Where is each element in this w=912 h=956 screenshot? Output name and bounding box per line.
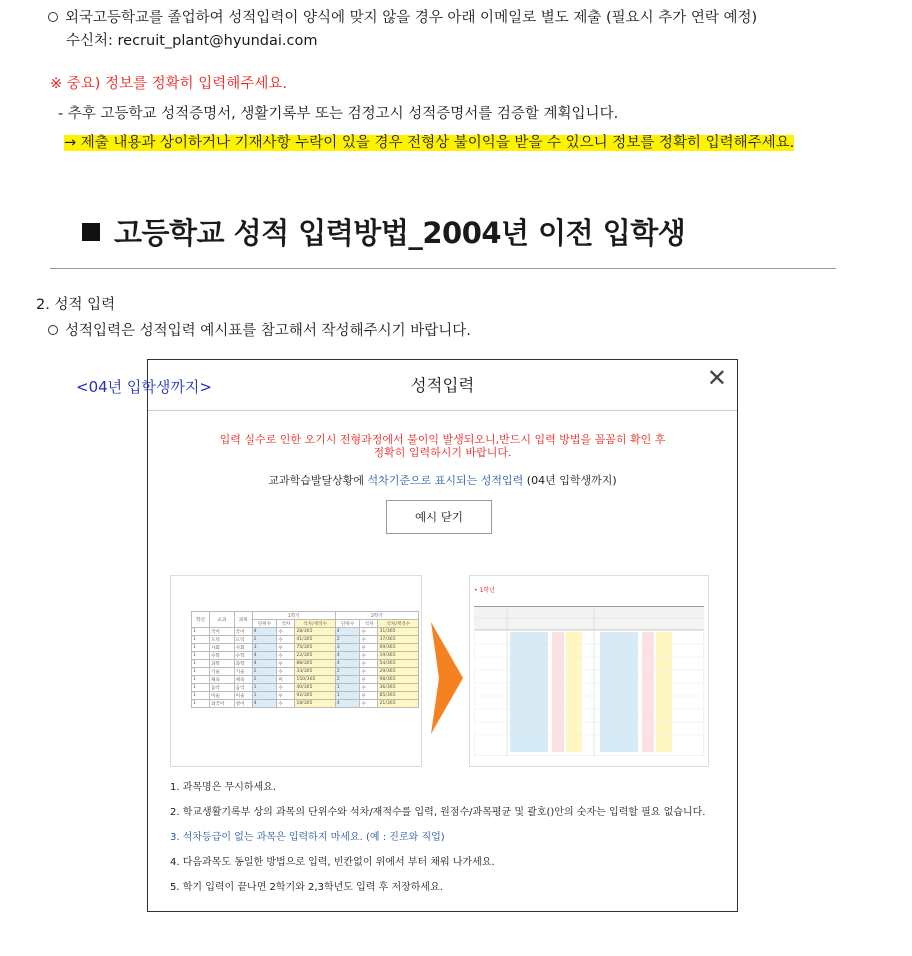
instruction-1: 1. 과목명은 무시하세요. xyxy=(170,782,277,793)
report-card-table: 학년 교과 과목 1학기 2학기 단위수 석차 석차/재적수 단위수 석차 석차/재적수 1 국어 국어 4 수 28/365 4 수 31/365 1 도덕 도덕 2 수 41/365 2 수 37/365 1 사회 사회 3 우 75/365 3 우 69/365 1 수학 수학 4 수 22/365 4 수 19/365 1 과학 과학 4 우 88/365 4 수 54/365 1 기술 기술 2 수 33/365 2 수 29/365 1 체육 체육 2 미 150/365 2 우 98/365 1 음악 음악 1 수 40/365 1 수 36/365 1 미술 미술 1 우 92/365 1 우 85/365 1 외국어 영어 4 수 18/365 4 수 21/365 xyxy=(191,611,419,708)
entry-form-grid xyxy=(474,606,704,756)
form-grade-header: • 1학년 xyxy=(474,587,495,594)
notice-line: 외국고등학교를 졸업하여 성적입력이 양식에 맞지 않을 경우 아래 이메일로 별도 제출 (필요시 추가 연락 예정) xyxy=(48,8,757,28)
verification-note: - 추후 고등학교 성적증명서, 생활기록부 또는 검정고시 성적증명서를 검증할 계획입니다. xyxy=(58,106,619,122)
grade-entry-modal xyxy=(76,359,738,912)
report-card-example xyxy=(170,575,422,767)
instruction-5: 5. 학기 입력이 끝나면 2학기와 2,3학년도 입력 후 저장하세요. xyxy=(170,882,443,893)
instruction-3: 3. 석차등급이 없는 과목은 입력하지 마세요. (예 : 진로와 직업) xyxy=(170,832,445,843)
modal-title: 성적입력 xyxy=(410,376,475,395)
step-desc: 성적입력은 성적입력 예시표를 참고해서 작성해주시기 바랍니다. xyxy=(48,321,471,341)
modal-description: 교과학습발달상황에 석차기준으로 표시되는 성적입력 (04년 입학생까지) xyxy=(268,474,617,487)
important-label: ※ 중요) 정보를 정확히 입력해주세요. xyxy=(50,76,287,92)
close-icon[interactable]: ✕ xyxy=(706,364,727,392)
warning-highlight: → 제출 내용과 상이하거나 기재사항 누락이 있을 경우 전형상 불이익을 받을 수 있으니 정보를 정확히 입력해주세요. xyxy=(64,135,795,151)
close-example-button[interactable]: 예시 닫기 xyxy=(386,500,492,534)
bullet-icon xyxy=(48,325,58,335)
modal-divider xyxy=(148,410,737,411)
square-bullet-icon xyxy=(82,223,100,241)
section-title: 고등학교 성적 입력방법_2004년 이전 입학생 xyxy=(82,211,685,252)
instruction-4: 4. 다음과목도 동일한 방법으로 입력, 빈칸없이 위에서 부터 채워 나가세요. xyxy=(170,857,495,868)
modal-tag: <04년 입학생까지> xyxy=(76,378,212,396)
divider xyxy=(50,268,836,269)
step-title: 2. 성적 입력 xyxy=(36,297,116,313)
bullet-icon xyxy=(48,12,58,22)
instruction-2: 2. 학교생활기록부 상의 과목의 단위수와 석차/재적수를 입력, 원점수/과목평균 및 괄호()안의 숫자는 입력할 필요 없습니다. xyxy=(170,807,706,818)
recipient-email: 수신처: recruit_plant@hyundai.com xyxy=(66,33,318,49)
entry-form-example xyxy=(469,575,709,767)
modal-warning: 입력 실수로 인한 오기시 전형과정에서 불이익 발생되오니,반드시 입력 방법을 꼼꼼히 확인 후 정확히 입력하시기 바랍니다. xyxy=(219,433,666,459)
orange-arrow-icon xyxy=(431,622,463,734)
